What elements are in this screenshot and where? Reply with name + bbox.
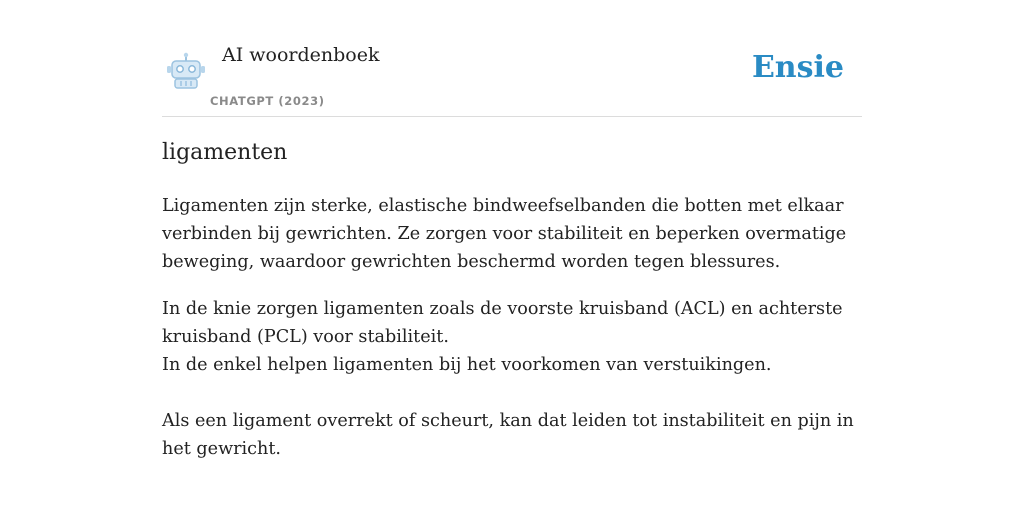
entry-content xyxy=(162,136,862,463)
entry-header xyxy=(162,0,862,117)
definition-paragraph: In de enkel helpen ligamenten bij het voorkomen van verstuikingen. xyxy=(162,355,772,375)
ensie-logo-link[interactable]: Ensie xyxy=(751,50,844,85)
paragraph-spacer xyxy=(162,379,862,407)
definition-paragraph: Als een ligament overrekt of scheurt, kan dat leiden tot instabiliteit en pijn in het gewricht. xyxy=(162,411,854,459)
source-title[interactable]: AI woordenboek xyxy=(222,44,380,66)
definition-paragraph: Ligamenten zijn sterke, elastische bindweefselbanden die botten met elkaar verbinden bij gewrichten. Ze zorgen voor stabiliteit en beperken overmatige beweging, waardoor gewrichten beschermd worden tegen blessures. xyxy=(162,196,847,272)
definition-paragraph: In de knie zorgen ligamenten zoals de voorste kruisband (ACL) en achterste kruisband (PCL) voor stabiliteit. xyxy=(162,299,843,347)
source-subtitle: CHATGPT (2023) xyxy=(210,94,325,108)
robot-icon xyxy=(166,52,206,90)
entry-term: ligamenten xyxy=(162,140,288,165)
